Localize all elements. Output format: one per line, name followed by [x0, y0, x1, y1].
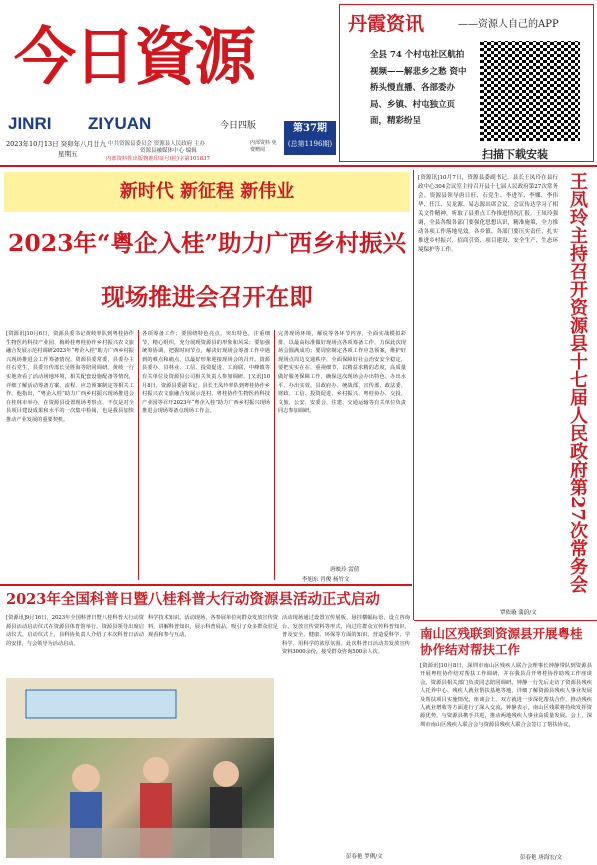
event-photo: [6, 678, 274, 858]
issue-number: 第37期: [293, 123, 327, 134]
photo-scene: [6, 678, 274, 858]
bottom-headline: 2023年全国科普日暨八桂科普大行动资源县活动正式启动: [6, 591, 380, 608]
right-headline: 南山区残联到资源县开展粤桂协作结对帮扶工作: [420, 626, 583, 657]
section-rule-left: [0, 584, 412, 586]
masthead-pinyin-2: ZIYUAN: [88, 114, 152, 133]
qr-code[interactable]: [480, 41, 580, 141]
issue-weekday: 星期五: [58, 150, 78, 158]
organizers-1: 中共资源县委员会 资源县人民政府 主办: [108, 141, 205, 147]
bottom-text-col1: [资源讯]9月16日，2023年全国科普日暨八桂科普大行动资源县活动启动仪式在资源县体育馆举行。资源县领导出席启动仪式。启动仪式上，县科协负责人介绍了本次科普日活动的安排，与会领导为活动启动。: [6, 615, 144, 647]
app-promo-text: 全县 74 个村屯社区航拍视频——解悲乡之愁 资中桥头慢直播、各部委办局、乡镇、村屯独立页面，精彩纷呈: [370, 50, 467, 126]
masthead-logo: 今日資源: [14, 20, 255, 93]
side-headline: 王凤玲主持召开资源县十七届人民政府第27次常务会: [567, 172, 588, 594]
internal-note: 内部资料 免费赠阅: [250, 140, 277, 153]
side-byline: 覃依璇 蒲蔚/文: [500, 610, 537, 616]
app-promo[interactable]: [339, 4, 594, 162]
edition-label: 今日四版: [220, 121, 257, 131]
issue-date: 2023年10月13日 癸卯年八月廿九: [6, 140, 107, 148]
banner-slogan: 新时代 新征程 新伟业: [119, 181, 295, 202]
side-text: [资源讯]10月7日，资源县委副书记、县长王凤玲在县行政中心304会议室主持召开县十七届人民政府第27次常务会。资源县领导唐日旺、石党生、李进军、李娜、李伟华、任江、吴龙源、易志源出席会议。会议传达学习了相关文件精神，听取了县重点工作推进情况汇报。王凤玲强调，全县各级各部门要强化思想认识，精准施策，全力推动各项工作落地见效。各乡镇、各部门要压实责任，扎实推进乡村振兴、招商引资、项目建设、安全生产、生态环境保护等工作。: [418, 175, 558, 253]
lead-text-col3: 完善现场环境，解说等各环节内容，全面实战模拟彩排。以最高标准做好现场点各项筹备工作，力保此次现场会圆满成功；要周密制定各项工作应急预案，维护好现场点周边交通秩序，全面保障好社会治安安全稳定，要把实实在在、重视细节，以精益求精的态度，高质量做好服务保障工作，确保这次现场会办出特色、办出水平、办出实效。县政府办、统战部、宣传部、政法委、财政、工信、投资促进、乡村振兴、粤桂协办、交投、文旅、公安、安委会、住建、交通运输等有关单位负责同志参加调研。: [278, 331, 406, 415]
lead-headline: 2023年“粤企入桂”助力广西乡村振兴现场推进会召开在即: [8, 229, 406, 311]
col-divider: [138, 330, 139, 580]
section-rule-right: [414, 620, 597, 621]
right-byline: 彭春艳 唐海宏/文: [520, 855, 563, 861]
app-name: 丹霞资讯: [348, 13, 425, 35]
masthead-pinyin-1: JINRI: [8, 114, 52, 133]
app-slogan: ——资源人自己的APP: [458, 19, 559, 30]
bottom-text-col3: 活动现场通过设置宣传展板、悬挂横幅标语、设立咨询台、发放宣传资料等形式，向过往群众宣传科普知识，普及安全、健康、环保等方面的知识，营造爱科学、学科学、用科学的浓厚氛围。此次科普日活动共发放宣传资料3000余份，接受群众咨询500余人次。: [282, 615, 410, 656]
banner: [4, 172, 410, 212]
masthead-rule: [0, 165, 597, 167]
side-divider: [413, 170, 414, 620]
issue-box: [284, 121, 336, 155]
lead-byline: 唐映玲 雷倩: [330, 567, 360, 573]
lead-text-col2: 各项筹备工作；要围绕特色亮点，突出特色，注重细节，精心组织，充分展现资源县的形象和风采；要加强统筹协调，把握时间节点，解决好现场会筹备工作中遇到的难点和痛点，以最好形象迎接现场会的召开。资源县委办、县林业、工信、投资促进、工商联、中峰镇等有关单位及资源县公司相关负责人参加调研。[又讯]10月8日，资源县委副书记、县长王凤玲率队到粤桂协作乡村振兴农文旅融合发展示范村、粤桂协作生物医药科技产业园等召开2023年“粤企入桂”助力广西乡村振兴现场推进会现场筹备点现场工作会。: [142, 331, 270, 415]
right-text: [资源讯]10月8日，深圳市南山区残疾人联合会理事长钟静带队到资源县开展粤桂协作结对帮扶工作调研，并在我县召开粤桂协作助残工作座谈会。资源县相关部门负责同志陪同调研。钟静一行先后走访了资源县残疾人托养中心、残疾人就业帮扶基地等地，详细了解资源县残疾人事业发展及帮扶项目实施情况。座谈会上，双方就进一步深化帮扶合作、推动残疾人就业增收等方面进行了深入交流。钟静表示，南山区残联将持续发挥资源优势，与资源县携手共进，推动两地残疾人事业高质量发展。会上，深圳市南山区残疾人联合会与资源县残疾人联合会签订了帮扶协议。: [420, 663, 592, 728]
bottom-text-col2: 科学技术知识。活动现场，各参展单位向群众发放宣传资料，讲解科普知识，展示科普展品，吸引了众多群众驻足观看和参与互动。: [148, 615, 278, 639]
lead-byline-2: 李旭东 肖俊 杨竹文: [302, 577, 350, 583]
lead-text-col1: [资源讯]10月6日，资源县委书记黄岐率队到粤桂协作生物医药科技产业园、梅岭桂粤桂协作乡村振兴农文旅融合发展示范村调研2023年“粤企入桂”助力广西乡村振兴现场推进会工作筹备情况。资源县委常委、县委办主任石党生，县委宣传部长吴胜海等陪同调研。黄岐一行实地查看了活动场地环境，相关配套设施配备等情况，详细了解活动筹备方案、流程、应急预案制定等相关工作。他指出，“粤企入桂”助力广西乡村振兴现场推进会在桂林市举办，在资源县设置现场考察点，不仅是对全县项目建设成果和水平的一次集中检阅，也是我县加快推动产业发展的重要契机。: [6, 331, 134, 423]
scan-download-label: 扫描下载安装: [482, 148, 548, 161]
col-divider: [274, 330, 275, 580]
organizers-2: 资源县融媒体中心 编辑: [140, 148, 197, 154]
permit-line: 内部资料性出版物准印证号(桂)字第101837: [106, 156, 210, 162]
total-issue: (总第1196期): [287, 140, 333, 148]
bottom-byline: 彭春艳 罗俐/文: [346, 854, 383, 860]
